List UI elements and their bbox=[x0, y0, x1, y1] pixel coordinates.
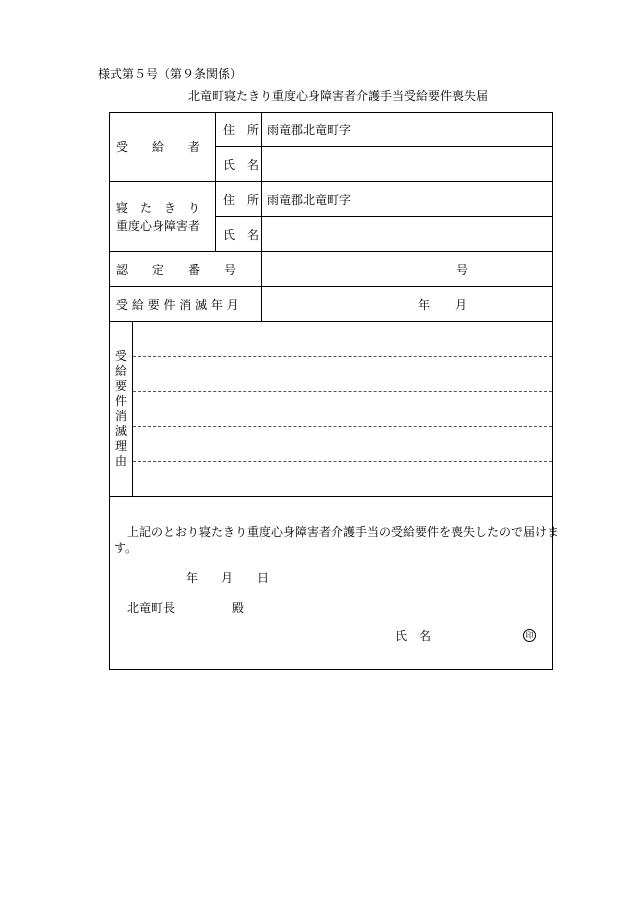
certification-number-suffix: 号 bbox=[456, 263, 469, 277]
extinction-month-label: 月 bbox=[455, 298, 468, 312]
reason-writing-line bbox=[133, 391, 552, 392]
reason-label-char: 消 bbox=[115, 409, 128, 423]
recipient-address-label: 住 所 bbox=[223, 123, 260, 137]
bedridden-address-label: 住 所 bbox=[223, 193, 260, 207]
reason-label-char: 由 bbox=[115, 454, 128, 468]
bedridden-label-line2: 重度心身障害者 bbox=[116, 219, 201, 233]
reason-label-char: 件 bbox=[115, 394, 128, 408]
reason-writing-line bbox=[133, 461, 552, 462]
declaration-text: 上記のとおり寝たきり重度心身障害者介護手当の受給要件を喪失したので届けま bbox=[127, 525, 560, 539]
column-divider bbox=[132, 321, 133, 496]
date-year-label: 年 bbox=[186, 571, 199, 585]
row-divider bbox=[215, 216, 553, 217]
reason-label-char: 受 bbox=[115, 349, 128, 363]
reason-label-char: 滅 bbox=[115, 424, 128, 438]
reason-label-char: 給 bbox=[115, 364, 128, 378]
row-divider bbox=[109, 181, 553, 182]
row-divider bbox=[109, 496, 553, 497]
addressee: 北竜町長 bbox=[127, 601, 176, 615]
column-divider bbox=[261, 112, 262, 321]
row-divider bbox=[109, 286, 553, 287]
reason-writing-line bbox=[133, 356, 552, 357]
reason-label-char: 要 bbox=[115, 379, 128, 393]
certification-number-label: 認 定 番 号 bbox=[116, 263, 237, 277]
form-number: 様式第５号（第９条関係） bbox=[98, 67, 243, 81]
recipient-address-field[interactable]: 雨竜郡北竜町字 bbox=[267, 123, 352, 137]
column-divider bbox=[215, 112, 216, 251]
applicant-name-label: 氏 名 bbox=[395, 629, 432, 643]
reason-label-char: 理 bbox=[115, 439, 128, 453]
recipient-name-field[interactable] bbox=[267, 159, 547, 173]
extinction-year-label: 年 bbox=[418, 298, 431, 312]
honorific: 殿 bbox=[232, 601, 245, 615]
date-month-label: 月 bbox=[221, 571, 234, 585]
row-divider bbox=[109, 251, 553, 252]
bedridden-name-label: 氏 名 bbox=[223, 228, 260, 242]
bedridden-name-field[interactable] bbox=[267, 229, 547, 243]
recipient-name-label: 氏 名 bbox=[223, 158, 260, 172]
row-divider bbox=[109, 321, 553, 322]
seal-mark: 印 bbox=[523, 629, 536, 642]
extinction-date-label: 受 給 要 件 消 滅 年 月 bbox=[116, 298, 239, 312]
date-day-label: 日 bbox=[257, 571, 270, 585]
reason-writing-line bbox=[133, 426, 552, 427]
document-title: 北竜町寝たきり重度心身障害者介護手当受給要件喪失届 bbox=[188, 89, 489, 103]
recipient-label: 受 給 者 bbox=[116, 140, 201, 154]
declaration-text-continuation: す。 bbox=[114, 541, 138, 555]
bedridden-address-field[interactable]: 雨竜郡北竜町字 bbox=[267, 193, 352, 207]
row-divider bbox=[215, 146, 553, 147]
bedridden-label-line1: 寝 た き り bbox=[116, 201, 201, 215]
